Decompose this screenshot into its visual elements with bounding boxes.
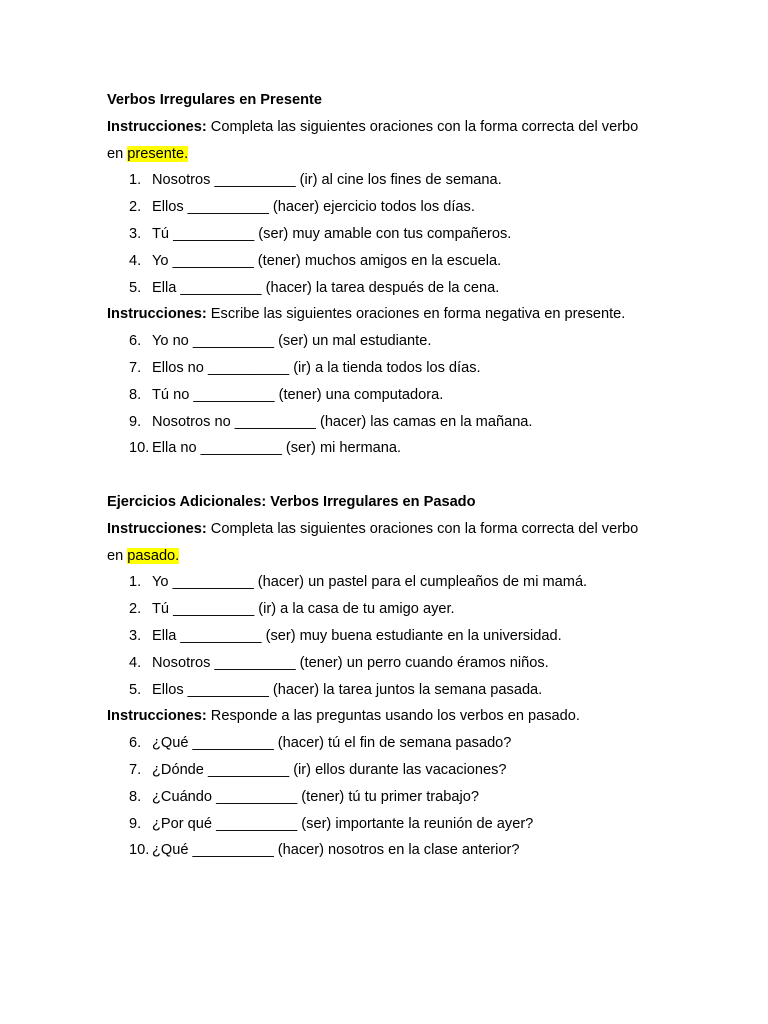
section1-title: Verbos Irregulares en Presente: [107, 92, 322, 108]
list-item: [107, 382, 707, 409]
item-number: 6.: [129, 735, 142, 752]
item-number: 7.: [129, 359, 142, 376]
list-item: [107, 275, 707, 302]
instructions-text: Completa las siguientes oraciones con la forma correcta del verbo: [206, 118, 639, 135]
section2-instructions-1-line-b: [107, 543, 707, 570]
item-number: 4.: [129, 252, 142, 269]
list-item: [107, 730, 707, 757]
item-number: 2.: [129, 601, 142, 618]
item-text: Tú __________ (ser) muy amable con tus compañeros.: [152, 225, 512, 242]
list-item: [107, 677, 707, 704]
list-item: [107, 248, 707, 275]
item-number: 9.: [129, 413, 142, 430]
list-item: [107, 650, 707, 677]
list-item: [107, 596, 707, 623]
highlighted-word: pasado.: [127, 547, 180, 564]
list-item: [107, 435, 707, 462]
item-text: Yo no __________ (ser) un mal estudiante.: [152, 333, 432, 350]
list-item: [107, 811, 707, 838]
item-text: Nosotros __________ (tener) un perro cuando éramos niños.: [152, 654, 549, 671]
item-text: Yo __________ (hacer) un pastel para el cumpleaños de mi mamá.: [152, 574, 588, 591]
section2-instructions-1-line-a: [107, 516, 707, 543]
item-number: 9.: [129, 815, 142, 832]
list-item: [107, 355, 707, 382]
list-item: [107, 328, 707, 355]
instructions-text-cont: en: [107, 145, 128, 162]
list-item: [107, 167, 707, 194]
instructions-text: Completa las siguientes oraciones con la forma correcta del verbo: [206, 520, 639, 537]
list-item: [107, 569, 707, 596]
item-text: ¿Por qué __________ (ser) importante la reunión de ayer?: [152, 815, 534, 832]
item-text: Ellos __________ (hacer) la tarea juntos la semana pasada.: [152, 681, 543, 698]
item-number: 6.: [129, 333, 142, 350]
item-text: Ella __________ (hacer) la tarea después de la cena.: [152, 279, 500, 296]
item-text: Yo __________ (tener) muchos amigos en la escuela.: [152, 252, 502, 269]
item-text: Nosotros no __________ (hacer) las camas en la mañana.: [152, 413, 533, 430]
item-number: 1.: [129, 172, 142, 189]
document-page: [107, 87, 707, 864]
item-text: Tú __________ (ir) a la casa de tu amigo ayer.: [152, 601, 455, 618]
list-item: [107, 221, 707, 248]
item-number: 10.: [129, 440, 150, 457]
instructions-label: Instrucciones:: [107, 708, 207, 725]
item-text: ¿Cuándo __________ (tener) tú tu primer trabajo?: [152, 788, 479, 805]
list-item: [107, 409, 707, 436]
instructions-text: Escribe las siguientes oraciones en forma negativa en presente.: [206, 306, 626, 323]
item-text: ¿Qué __________ (hacer) nosotros en la clase anterior?: [152, 842, 520, 859]
item-text: ¿Dónde __________ (ir) ellos durante las vacaciones?: [152, 761, 507, 778]
item-text: Ellos no __________ (ir) a la tienda todos los días.: [152, 359, 481, 376]
item-number: 7.: [129, 761, 142, 778]
item-number: 4.: [129, 654, 142, 671]
item-text: Ella no __________ (ser) mi hermana.: [152, 440, 402, 457]
item-number: 5.: [129, 279, 142, 296]
item-number: 8.: [129, 788, 142, 805]
list-item: [107, 837, 707, 864]
item-number: 5.: [129, 681, 142, 698]
instructions-text: Responde a las preguntas usando los verbos en pasado.: [206, 708, 580, 725]
list-item: [107, 623, 707, 650]
list-item: [107, 757, 707, 784]
instructions-label: Instrucciones:: [107, 520, 207, 537]
item-text: Ellos __________ (hacer) ejercicio todos los días.: [152, 199, 475, 216]
instructions-text-cont: en: [107, 547, 128, 564]
item-number: 3.: [129, 627, 142, 644]
section2-title: Ejercicios Adicionales: Verbos Irregulares en Pasado: [107, 493, 476, 510]
item-text: Tú no __________ (tener) una computadora.: [152, 386, 444, 403]
list-item: [107, 194, 707, 221]
highlighted-word: presente.: [127, 145, 189, 162]
section1-instructions-1-line-a: [107, 114, 707, 141]
section-spacer: [107, 462, 707, 489]
instructions-label: Instrucciones:: [107, 118, 207, 135]
section1-instructions-2: [107, 301, 707, 328]
item-text: ¿Qué __________ (hacer) tú el fin de semana pasado?: [152, 735, 512, 752]
item-number: 10.: [129, 842, 150, 859]
item-number: 3.: [129, 225, 142, 242]
section1-instructions-1-line-b: [107, 141, 707, 168]
list-item: [107, 784, 707, 811]
item-text: Ella __________ (ser) muy buena estudiante en la universidad.: [152, 627, 562, 644]
section2-instructions-2: [107, 703, 707, 730]
item-number: 1.: [129, 574, 142, 591]
instructions-label: Instrucciones:: [107, 306, 207, 323]
item-number: 8.: [129, 386, 142, 403]
item-text: Nosotros __________ (ir) al cine los fines de semana.: [152, 172, 502, 189]
item-number: 2.: [129, 199, 142, 216]
